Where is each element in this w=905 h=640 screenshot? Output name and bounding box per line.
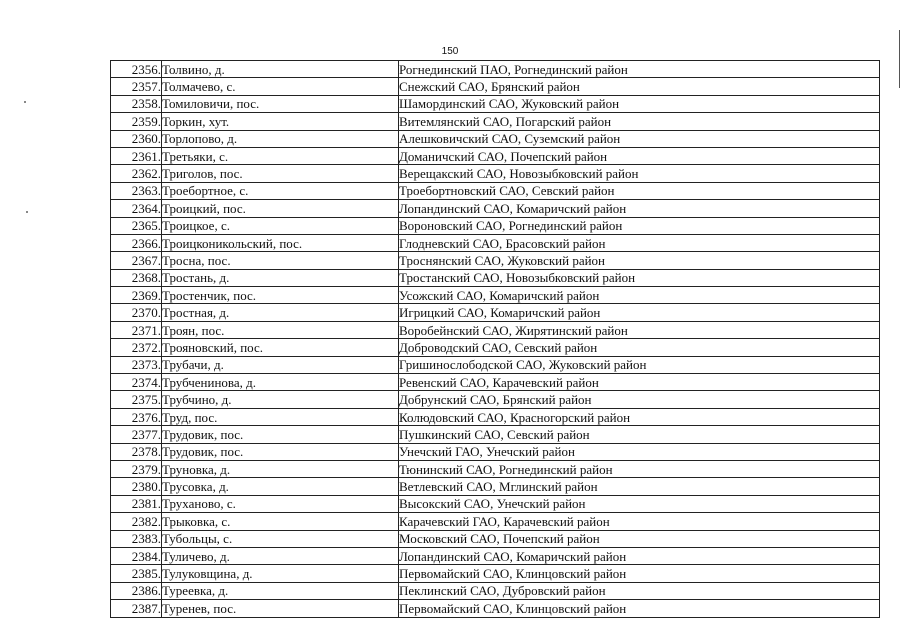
row-number-cell: 2376. — [111, 408, 162, 425]
administration-district-cell: Алешковичский САО, Суземский район — [399, 130, 880, 147]
row-number-cell: 2358. — [111, 95, 162, 112]
table-row — [111, 547, 880, 564]
table-row — [111, 287, 880, 304]
row-number-cell: 2375. — [111, 391, 162, 408]
settlement-name-cell: Трудовик, пос. — [162, 426, 399, 443]
administration-district-cell: Глодневский САО, Брасовский район — [399, 234, 880, 251]
administration-district-cell: Лопандинский САО, Комаричский район — [399, 200, 880, 217]
settlement-name-cell: Тростань, д. — [162, 269, 399, 286]
row-number-cell: 2367. — [111, 252, 162, 269]
row-number-cell: 2381. — [111, 495, 162, 512]
row-number-cell: 2370. — [111, 304, 162, 321]
settlement-name-cell: Троицконикольский, пос. — [162, 234, 399, 251]
table-row — [111, 460, 880, 477]
settlement-name-cell: Троебортное, с. — [162, 182, 399, 199]
row-number-cell: 2384. — [111, 547, 162, 564]
table-row — [111, 356, 880, 373]
table-row — [111, 600, 880, 617]
settlements-table — [110, 60, 880, 618]
table-row — [111, 565, 880, 582]
administration-district-cell: Ветлевский САО, Мглинский район — [399, 478, 880, 495]
administration-district-cell: Шамординский САО, Жуковский район — [399, 95, 880, 112]
table-row — [111, 130, 880, 147]
settlement-name-cell: Третьяки, с. — [162, 147, 399, 164]
table-row — [111, 165, 880, 182]
settlement-name-cell: Трубачи, д. — [162, 356, 399, 373]
row-number-cell: 2366. — [111, 234, 162, 251]
administration-district-cell: Рогнединский ПАО, Рогнединский район — [399, 61, 880, 78]
table-row — [111, 61, 880, 78]
table-row — [111, 391, 880, 408]
table-row — [111, 269, 880, 286]
administration-district-cell: Унечский ГАО, Унечский район — [399, 443, 880, 460]
row-number-cell: 2387. — [111, 600, 162, 617]
scan-speck — [24, 101, 26, 103]
row-number-cell: 2379. — [111, 460, 162, 477]
settlement-name-cell: Трусовка, д. — [162, 478, 399, 495]
administration-district-cell: Первомайский САО, Клинцовский район — [399, 565, 880, 582]
administration-district-cell: Троебортновский САО, Севский район — [399, 182, 880, 199]
settlement-name-cell: Триголов, пос. — [162, 165, 399, 182]
settlement-name-cell: Троицкий, пос. — [162, 200, 399, 217]
row-number-cell: 2359. — [111, 113, 162, 130]
administration-district-cell: Верещакский САО, Новозыбковский район — [399, 165, 880, 182]
settlement-name-cell: Труд, пос. — [162, 408, 399, 425]
table-row — [111, 217, 880, 234]
settlement-name-cell: Толмачево, с. — [162, 78, 399, 95]
settlement-name-cell: Трудовик, пос. — [162, 443, 399, 460]
administration-district-cell: Вороновский САО, Рогнединский район — [399, 217, 880, 234]
settlement-name-cell: Трубчино, д. — [162, 391, 399, 408]
row-number-cell: 2372. — [111, 339, 162, 356]
settlement-name-cell: Тубольцы, с. — [162, 530, 399, 547]
table-row — [111, 582, 880, 599]
row-number-cell: 2383. — [111, 530, 162, 547]
settlement-name-cell: Торкин, хут. — [162, 113, 399, 130]
table-row — [111, 426, 880, 443]
row-number-cell: 2365. — [111, 217, 162, 234]
settlement-name-cell: Труновка, д. — [162, 460, 399, 477]
table-row — [111, 200, 880, 217]
table-row — [111, 495, 880, 512]
administration-district-cell: Карачевский ГАО, Карачевский район — [399, 513, 880, 530]
settlement-name-cell: Томиловичи, пос. — [162, 95, 399, 112]
administration-district-cell: Доманичский САО, Почепский район — [399, 147, 880, 164]
row-number-cell: 2368. — [111, 269, 162, 286]
settlement-name-cell: Трубченинова, д. — [162, 374, 399, 391]
table-row — [111, 147, 880, 164]
settlement-name-cell: Торлопово, д. — [162, 130, 399, 147]
row-number-cell: 2356. — [111, 61, 162, 78]
table-row — [111, 113, 880, 130]
table-row — [111, 339, 880, 356]
administration-district-cell: Тюнинский САО, Рогнединский район — [399, 460, 880, 477]
row-number-cell: 2360. — [111, 130, 162, 147]
settlement-name-cell: Туличево, д. — [162, 547, 399, 564]
settlement-name-cell: Троицкое, с. — [162, 217, 399, 234]
row-number-cell: 2382. — [111, 513, 162, 530]
administration-district-cell: Снежский САО, Брянский район — [399, 78, 880, 95]
row-number-cell: 2371. — [111, 321, 162, 338]
table-row — [111, 95, 880, 112]
administration-district-cell: Добрунский САО, Брянский район — [399, 391, 880, 408]
settlement-name-cell: Толвино, д. — [162, 61, 399, 78]
row-number-cell: 2378. — [111, 443, 162, 460]
table-row — [111, 234, 880, 251]
administration-district-cell: Воробейнский САО, Жирятинский район — [399, 321, 880, 338]
administration-district-cell: Тростанский САО, Новозыбковский район — [399, 269, 880, 286]
administration-district-cell: Первомайский САО, Клинцовский район — [399, 600, 880, 617]
table-row — [111, 374, 880, 391]
table-row — [111, 408, 880, 425]
row-number-cell: 2364. — [111, 200, 162, 217]
settlements-table-body — [111, 61, 880, 618]
row-number-cell: 2380. — [111, 478, 162, 495]
settlement-name-cell: Трыковка, с. — [162, 513, 399, 530]
settlement-name-cell: Туренев, пос. — [162, 600, 399, 617]
administration-district-cell: Гришинослободской САО, Жуковский район — [399, 356, 880, 373]
row-number-cell: 2377. — [111, 426, 162, 443]
settlement-name-cell: Тулуковщина, д. — [162, 565, 399, 582]
page-number: 150 — [441, 46, 459, 57]
administration-district-cell: Лопандинский САО, Комаричский район — [399, 547, 880, 564]
settlement-name-cell: Тросна, пос. — [162, 252, 399, 269]
settlement-name-cell: Туреевка, д. — [162, 582, 399, 599]
table-row — [111, 321, 880, 338]
row-number-cell: 2369. — [111, 287, 162, 304]
scan-speck — [26, 211, 28, 213]
row-number-cell: 2362. — [111, 165, 162, 182]
table-row — [111, 443, 880, 460]
administration-district-cell: Пеклинский САО, Дубровский район — [399, 582, 880, 599]
administration-district-cell: Московский САО, Почепский район — [399, 530, 880, 547]
table-row — [111, 182, 880, 199]
settlement-name-cell: Тростенчик, пос. — [162, 287, 399, 304]
table-row — [111, 78, 880, 95]
administration-district-cell: Витемлянский САО, Погарский район — [399, 113, 880, 130]
settlement-name-cell: Трояновский, пос. — [162, 339, 399, 356]
administration-district-cell: Доброводский САО, Севский район — [399, 339, 880, 356]
scan-edge-line — [899, 30, 900, 88]
row-number-cell: 2361. — [111, 147, 162, 164]
administration-district-cell: Игрицкий САО, Комаричский район — [399, 304, 880, 321]
row-number-cell: 2374. — [111, 374, 162, 391]
table-row — [111, 513, 880, 530]
administration-district-cell: Высокский САО, Унечский район — [399, 495, 880, 512]
settlement-name-cell: Троян, пос. — [162, 321, 399, 338]
settlement-name-cell: Тростная, д. — [162, 304, 399, 321]
administration-district-cell: Троснянский САО, Жуковский район — [399, 252, 880, 269]
row-number-cell: 2357. — [111, 78, 162, 95]
table-row — [111, 304, 880, 321]
table-row — [111, 530, 880, 547]
table-row — [111, 478, 880, 495]
administration-district-cell: Усожский САО, Комаричский район — [399, 287, 880, 304]
row-number-cell: 2373. — [111, 356, 162, 373]
administration-district-cell: Колюдовский САО, Красногорский район — [399, 408, 880, 425]
row-number-cell: 2363. — [111, 182, 162, 199]
settlement-name-cell: Труханово, с. — [162, 495, 399, 512]
administration-district-cell: Ревенский САО, Карачевский район — [399, 374, 880, 391]
administration-district-cell: Пушкинский САО, Севский район — [399, 426, 880, 443]
table-row — [111, 252, 880, 269]
row-number-cell: 2385. — [111, 565, 162, 582]
row-number-cell: 2386. — [111, 582, 162, 599]
